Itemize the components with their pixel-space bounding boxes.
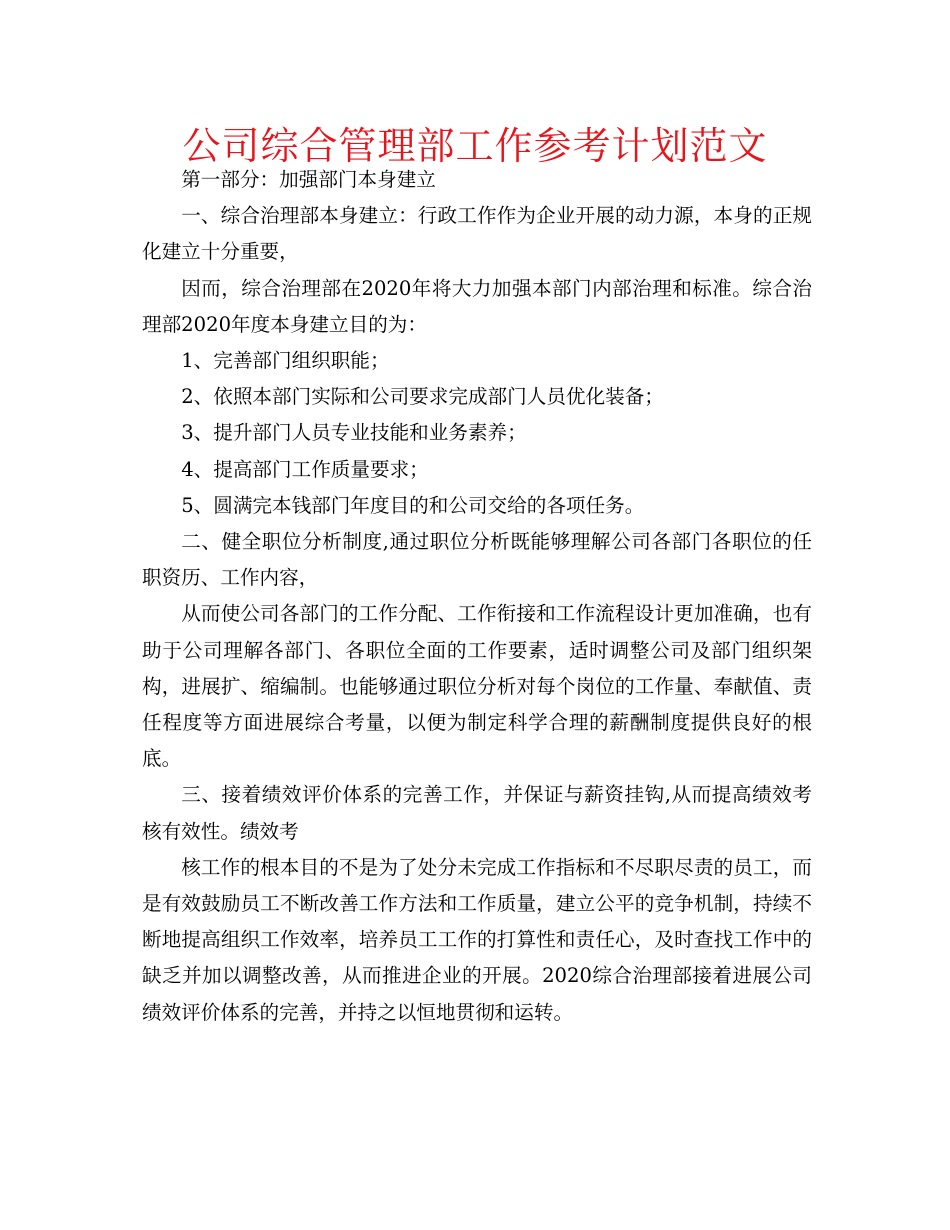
paragraph: 核工作的根本目的不是为了处分未完成工作指标和不尽职尽责的员工，而是有效鼓励员工不断改善工作方法和工作质量，建立公平的竞争机制，持续不断地提高组织工作效率，培养员工工作的打算性和责任心，及时查找工作中的缺乏并加以调整改善，从而推进企业的开展。2020综合治理部接着进展公司绩效评价体系的完善，并持之以恒地贯彻和运转。 (142, 855, 812, 1024)
document-body (142, 162, 812, 1031)
list-item: 3、提升部门人员专业技能和业务素养； (181, 421, 527, 445)
paragraph: 三、接着绩效评价体系的完善工作，并保证与薪资挂钩,从而提高绩效考核有效性。绩效考 (142, 783, 812, 843)
list-item: 2、依照本部门实际和公司要求完成部门人员优化装备； (181, 385, 664, 409)
list-item: 4、提高部门工作质量要求； (181, 457, 429, 481)
list-item: 1、完善部门组织职能； (181, 349, 390, 373)
section-heading: 第一部分：加强部门本身建立 (181, 168, 436, 191)
paragraph: 从而使公司各部门的工作分配、工作衔接和工作流程设计更加准确，也有助于公司理解各部门、各职位全面的工作要素，适时调整公司及部门组织架构，进展扩、缩编制。也能够通过职位分析对每个岗位的工作量、奉献值、责任程度等方面进展综合考量，以便为制定科学合理的薪酬制度提供良好的根底。 (142, 602, 812, 771)
list-item: 5、圆满完本钱部门年度目的和公司交给的各项任务。 (181, 493, 645, 517)
document-title: 公司综合管理部工作参考计划范文 (182, 124, 768, 168)
paragraph: 一、综合治理部本身建立：行政工作作为企业开展的动力源，本身的正规化建立十分重要， (142, 204, 812, 264)
paragraph: 因而，综合治理部在2020年将大力加强本部门内部治理和标准。综合治理部2020年度本身建立目的为： (142, 276, 812, 336)
paragraph: 二、健全职位分析制度,通过职位分析既能够理解公司各部门各职位的任职资历、工作内容， (142, 530, 812, 590)
